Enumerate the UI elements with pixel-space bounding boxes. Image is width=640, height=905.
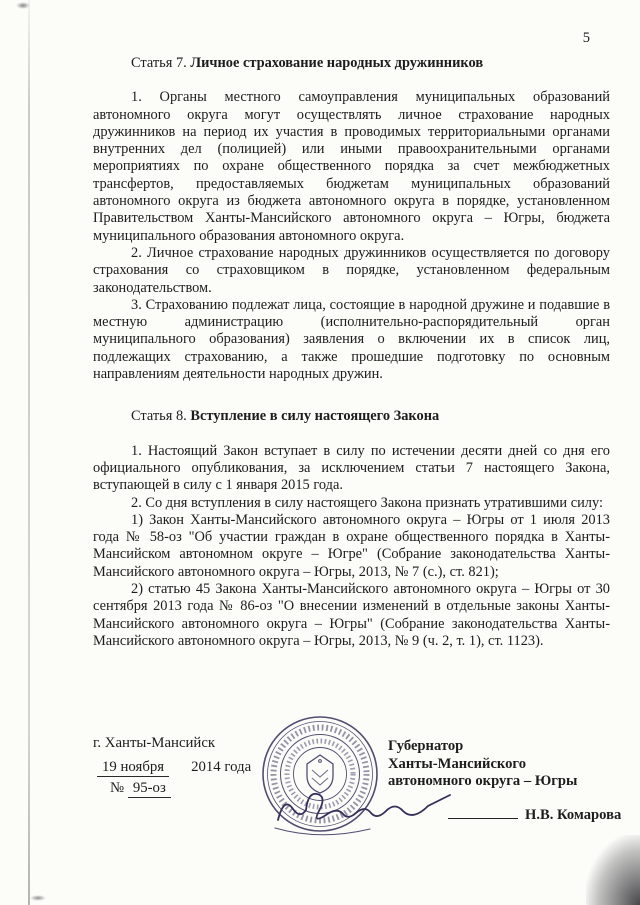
scan-shadow-bottom-right [586, 835, 640, 905]
document-number-value: 95-оз [128, 780, 171, 798]
scan-edge-line [28, 0, 30, 905]
scan-speck-top-left [16, 2, 30, 9]
article-8-heading-number: Статья 8. [131, 408, 191, 425]
article-8-paragraph-2: 2. Со дня вступления в силу настоящего Закона признать утратившими силу: [131, 494, 603, 511]
article-8-paragraph-1: 1. Настоящий Закон вступает в силу по истечении десяти дней со дня его официального опубликования, за исключением статьи 7 настоящего Закона, вступающей в силу с 1 января 2015 года. [93, 442, 610, 494]
signer-name: Н.В. Комарова [525, 807, 622, 823]
signature-line [448, 806, 518, 819]
signing-city: г. Ханты-Мансийск [93, 735, 216, 751]
article-7-paragraph-1: 1. Органы местного самоуправления муниципальных образований автономного округа могут осуществлять личное страхование народных дружинников на период их участия в проводимых территориальными органами внутренних дел (полицией) или иными правоохранительными органами мероприятиях по охране общественного порядка за счет межбюджетных трансфертов, предоставляемых бюджетам муниципальных образований автономного округа из бюджета автономного округа в порядке, установленном Правительством Ханты-Мансийского автономного округа – Югры, бюджета муниципального образования автономного округа. [93, 89, 610, 244]
article-7-paragraph-3: 3. Страхованию подлежат лица, состоящие в народной дружине и подавшие в местную администрацию (исполнительно-распорядительный орган муниципального образования) заявления о включении их в список лиц, подлежащих страхованию, а также прошедшие подготовку по основным направлениям деятельности народных дружин. [93, 296, 610, 383]
article-8-heading-title: Вступление в силу настоящего Закона [190, 408, 440, 425]
signer-title-line-2: Ханты-Мансийского [388, 755, 526, 772]
article-7-heading [93, 55, 610, 72]
signer-title-line-3: автономного округа – Югры [388, 773, 578, 789]
document-number [110, 780, 171, 797]
signing-date [97, 759, 251, 776]
document-number-label: № [110, 780, 125, 796]
article-8-subitem-2: 2) статью 45 Закона Ханты-Мансийского автономного округа – Югры от 30 сентября 2013 года № 86-оз "О внесении изменений в отдельные законы Ханты-Мансийского автономного округа – Югры" (Собрание законодательства Ханты-Мансийского автономного округа – Югры, 2013, № 9 (ч. 2, т. 1), ст. 1123). [93, 581, 610, 649]
page-number: 5 [582, 30, 590, 46]
signing-date-day-month: 19 ноября [97, 759, 169, 777]
article-7-paragraph-2: 2. Личное страхование народных дружинников осуществляется по договору страхования со страховщиком в порядке, установленном федеральным законодательством. [93, 244, 610, 296]
document-body [93, 55, 610, 650]
article-8-subitem-1: 1) Закон Ханты-Мансийского автономного округа – Югры от 1 июля 2013 года № 58-оз "Об участии граждан в охране общественного порядка в Ханты-Мансийском автономном округе – Югре" (Собрание законодательства Ханты-Мансийского автономного округа – Югры, 2013, № 7 (с.), ст. 821); [93, 511, 610, 580]
official-seal-icon [256, 710, 384, 838]
signer-title [388, 738, 577, 791]
signature-icon [270, 780, 460, 838]
signer-name-row [448, 806, 621, 824]
article-7-heading-number: Статья 7. [131, 55, 191, 71]
scan-speck-bottom-left [30, 895, 46, 901]
signing-date-year: 2014 года [191, 759, 252, 775]
article-8-heading [93, 408, 610, 425]
article-7-heading-title: Личное страхование народных дружинников [190, 55, 484, 71]
signer-title-line-1: Губернатор [388, 738, 464, 754]
